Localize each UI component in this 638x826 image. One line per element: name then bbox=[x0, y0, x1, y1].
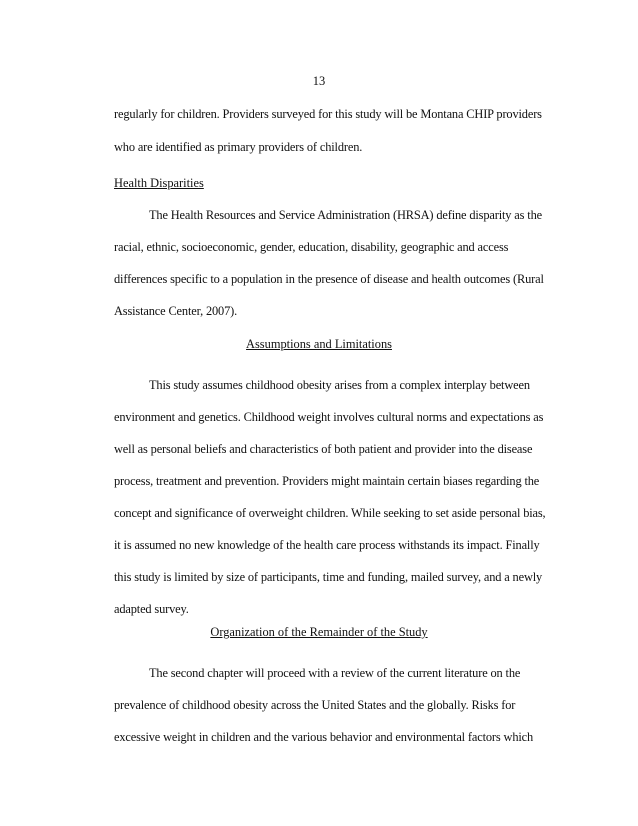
heading-health-disparities: Health Disparities bbox=[114, 176, 204, 190]
organization-line-1: The second chapter will proceed with a review of the current literature on the bbox=[149, 666, 521, 680]
assumptions-line-7: this study is limited by size of participants, time and funding, mailed survey, and a newly bbox=[114, 570, 543, 584]
assumptions-line-8: adapted survey. bbox=[114, 602, 189, 616]
health-line-1: The Health Resources and Service Administration (HRSA) define disparity as the bbox=[149, 208, 542, 222]
heading-assumptions bbox=[0, 337, 638, 352]
assumptions-line-4: process, treatment and prevention. Providers might maintain certain biases regarding the bbox=[114, 474, 540, 488]
heading-organization bbox=[0, 625, 638, 640]
health-line-3: differences specific to a population in the presence of disease and health outcomes (Rural bbox=[114, 272, 544, 286]
assumptions-line-2: environment and genetics. Childhood weight involves cultural norms and expectations as bbox=[114, 410, 544, 424]
organization-line-2: prevalence of childhood obesity across the United States and the globally. Risks for bbox=[114, 698, 516, 712]
health-line-2: racial, ethnic, socioeconomic, gender, education, disability, geographic and access bbox=[114, 240, 509, 254]
assumptions-line-3: well as personal beliefs and characteristics of both patient and provider into the disease bbox=[114, 442, 533, 456]
organization-line-3: excessive weight in children and the various behavior and environmental factors which bbox=[114, 730, 534, 744]
heading-assumptions-text: Assumptions and Limitations bbox=[246, 337, 392, 351]
assumptions-line-5: concept and significance of overweight children. While seeking to set aside personal bias, bbox=[114, 506, 546, 520]
assumptions-line-1: This study assumes childhood obesity arises from a complex interplay between bbox=[149, 378, 530, 392]
page-number: 13 bbox=[312, 74, 326, 88]
heading-organization-text: Organization of the Remainder of the Study bbox=[210, 625, 428, 639]
intro-line-1: regularly for children. Providers surveyed for this study will be Montana CHIP providers bbox=[114, 107, 542, 121]
assumptions-line-6: it is assumed no new knowledge of the health care process withstands its impact. Finally bbox=[114, 538, 540, 552]
health-line-4: Assistance Center, 2007). bbox=[114, 304, 238, 318]
intro-line-2: who are identified as primary providers of children. bbox=[114, 140, 363, 154]
